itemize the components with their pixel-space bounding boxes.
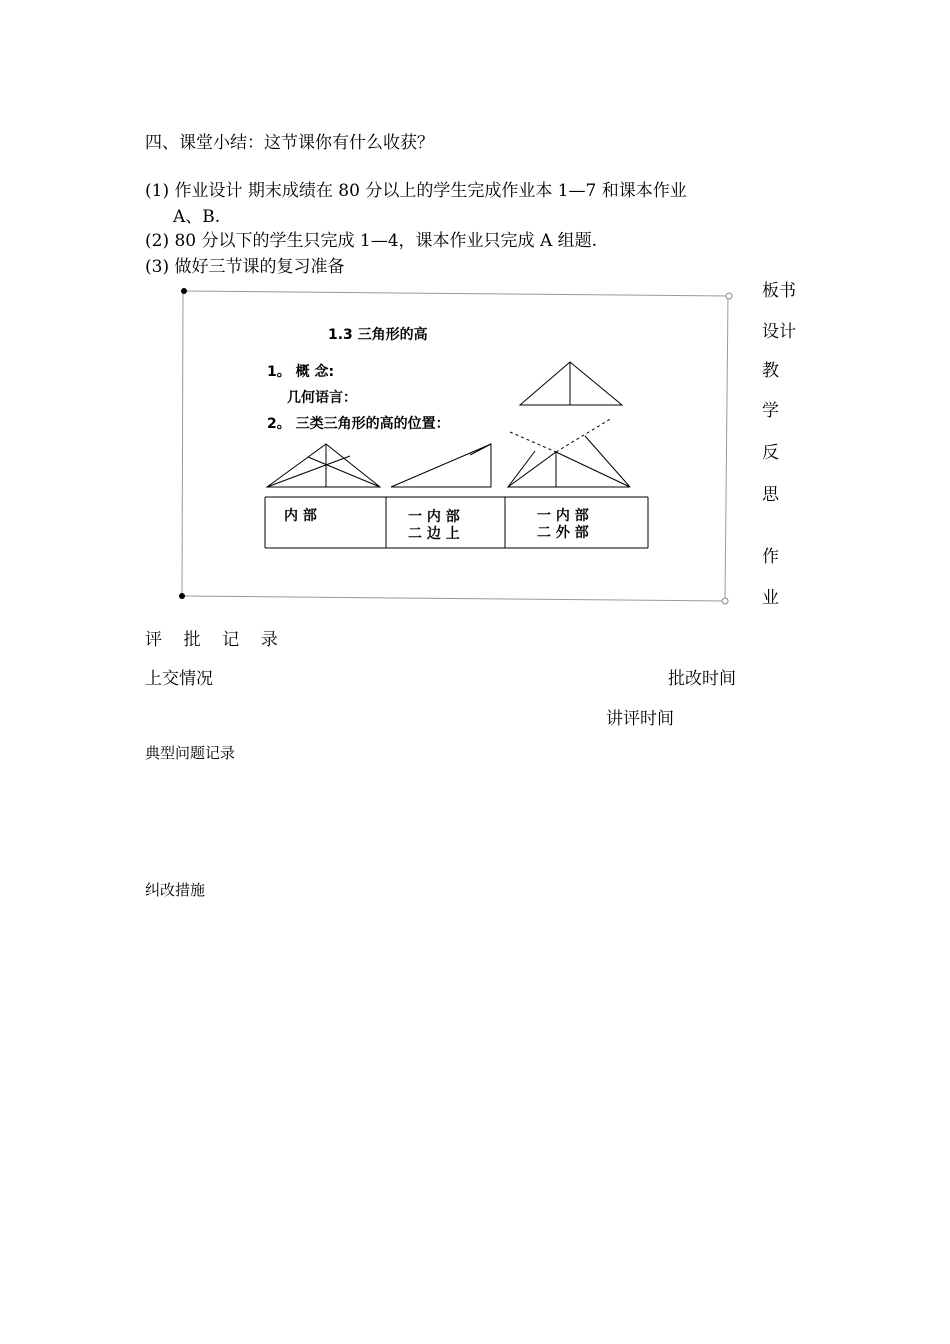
table-cell: 内 部 [284, 508, 317, 524]
side-label: 板书 [762, 281, 796, 301]
board-concept: 1。 概 念: [267, 364, 335, 380]
summary-heading: 四、课堂小结：这节课你有什么收获？ [145, 133, 434, 153]
side-label: 学 [762, 401, 779, 421]
frame-handle [179, 593, 185, 599]
grading-time-label: 批改时间 [668, 669, 736, 689]
frame-handle [181, 288, 187, 294]
submission-label: 上交情况 [145, 669, 213, 689]
typical-problems-label: 典型问题记录 [145, 744, 236, 762]
side-label: 业 [762, 588, 779, 608]
frame-handle [722, 598, 728, 604]
correction-label: 纠改措施 [145, 881, 206, 899]
homework-item-2: (2) 80 分以下的学生只完成 1—4，课本作业只完成 A 组题. [145, 231, 598, 251]
homework-item-1: (1) 作业设计 期末成绩在 80 分以上的学生完成作业本 1—7 和课本作业 [145, 181, 687, 201]
table-cell: 二 外 部 [537, 525, 589, 541]
record-heading: 评 批 记 录 [145, 630, 278, 650]
board-title: 1.3 三角形的高 [328, 327, 428, 343]
concept-triangle [520, 362, 622, 405]
right-triangle [391, 444, 491, 487]
homework-item-1-cont: A、B. [173, 207, 221, 227]
side-label: 作 [762, 547, 779, 567]
review-time-label: 讲评时间 [606, 709, 674, 729]
table-cell: 一 内 部 [537, 508, 589, 524]
board-frame [182, 291, 728, 601]
homework-item-3: (3) 做好三节课的复习准备 [145, 257, 345, 277]
side-label: 设计 [762, 322, 796, 342]
table-cell: 一 内 部 [408, 509, 460, 525]
side-label: 思 [762, 485, 779, 505]
table-cell: 二 边 上 [408, 526, 460, 542]
side-label: 教 [762, 361, 779, 381]
frame-handle [726, 293, 732, 299]
side-label: 反 [762, 443, 779, 463]
obtuse-triangle [508, 418, 630, 487]
board-positions: 2。 三类三角形的高的位置： [267, 416, 450, 432]
acute-triangle [267, 444, 380, 487]
board-geometry-language: 几何语言： [287, 390, 357, 406]
